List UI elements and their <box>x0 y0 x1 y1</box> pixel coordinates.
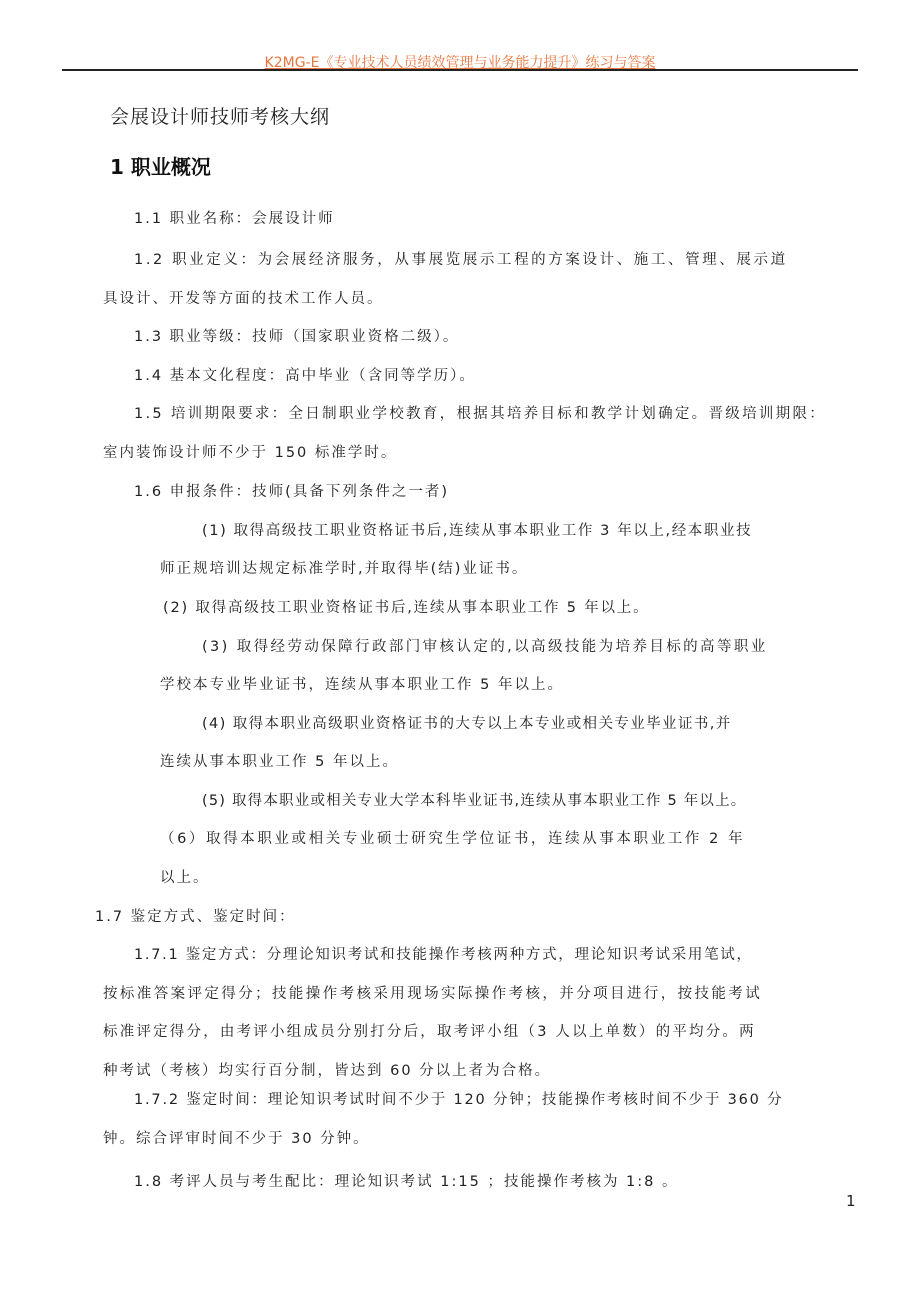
condition-3-line2: 学校本专业毕业证书，连续从事本职业工作 5 年以上。 <box>160 677 564 693</box>
condition-2: (2) 取得高级技工职业资格证书后,连续从事本职业工作 5 年以上。 <box>163 600 650 616</box>
paragraph-1-3: 1.3 职业等级：技师（国家职业资格二级）。 <box>134 329 460 345</box>
paragraph-1-8: 1.8 考评人员与考生配比：理论知识考试 1:15 ；技能操作考核为 1:8 。 <box>134 1174 679 1190</box>
condition-3-line1: (3) 取得经劳动保障行政部门审核认定的,以高级技能为培养目标的高等职业 <box>202 639 768 655</box>
header-divider <box>62 69 858 71</box>
paragraph-1-7-1-line3: 标准评定得分，由考评小组成员分别打分后，取考评小组（3 人以上单数）的平均分。两 <box>103 1024 756 1040</box>
section-heading: 1 职业概况 <box>110 155 211 179</box>
paragraph-1-7-1-line2: 按标准答案评定得分；技能操作考核采用现场实际操作考核，并分项目进行，按技能考试 <box>103 986 763 1002</box>
condition-6-line1: （6）取得本职业或相关专业硕士研究生学位证书，连续从事本职业工作 2 年 <box>160 831 746 847</box>
document-title: 会展设计师技师考核大纲 <box>110 106 331 128</box>
paragraph-1-7-2-line1: 1.7.2 鉴定时间：理论知识考试时间不少于 120 分钟；技能操作考核时间不少于 360 分 <box>134 1092 784 1108</box>
paragraph-1-7-2-line2: 钟。综合评审时间不少于 30 分钟。 <box>103 1131 370 1147</box>
condition-6-line2: 以上。 <box>160 870 210 886</box>
condition-5: (5) 取得本职业或相关专业大学本科毕业证书,连续从事本职业工作 5 年以上。 <box>202 793 747 809</box>
condition-4-line1: (4) 取得本职业高级职业资格证书的大专以上本专业或相关专业毕业证书,并 <box>202 716 732 732</box>
paragraph-1-7-1-line1: 1.7.1 鉴定方式：分理论知识考试和技能操作考核两种方式，理论知识考试采用笔试， <box>134 947 753 963</box>
page-number: 1 <box>846 1192 856 1210</box>
paragraph-1-6: 1.6 申报条件：技师(具备下列条件之一者) <box>134 484 449 500</box>
condition-1-line2: 师正规培训达规定标准学时,并取得毕(结)业证书。 <box>160 561 529 577</box>
paragraph-1-5-line2: 室内装饰设计师不少于 150 标准学时。 <box>103 445 398 461</box>
paragraph-1-7: 1.7 鉴定方式、鉴定时间： <box>95 909 296 925</box>
paragraph-1-4: 1.4 基本文化程度：高中毕业（含同等学历）。 <box>134 368 476 384</box>
condition-1-line1: (1) 取得高级技工职业资格证书后,连续从事本职业工作 3 年以上,经本职业技 <box>202 523 753 539</box>
paragraph-1-7-1-line4: 种考试（考核）均实行百分制，皆达到 60 分以上者为合格。 <box>103 1063 552 1079</box>
running-header: K2MG-E《专业技术人员绩效管理与业务能力提升》练习与答案 <box>264 55 656 71</box>
paragraph-1-1: 1.1 职业名称：会展设计师 <box>134 211 335 227</box>
condition-4-line2: 连续从事本职业工作 5 年以上。 <box>160 754 399 770</box>
paragraph-1-5-line1: 1.5 培训期限要求：全日制职业学校教育，根据其培养目标和教学计划确定。晋级培训期限： <box>134 406 827 422</box>
paragraph-1-2-line1: 1.2 职业定义：为会展经济服务，从事展览展示工程的方案设计、施工、管理、展示道 <box>134 252 788 268</box>
paragraph-1-2-line2: 具设计、开发等方面的技术工作人员。 <box>103 291 384 307</box>
